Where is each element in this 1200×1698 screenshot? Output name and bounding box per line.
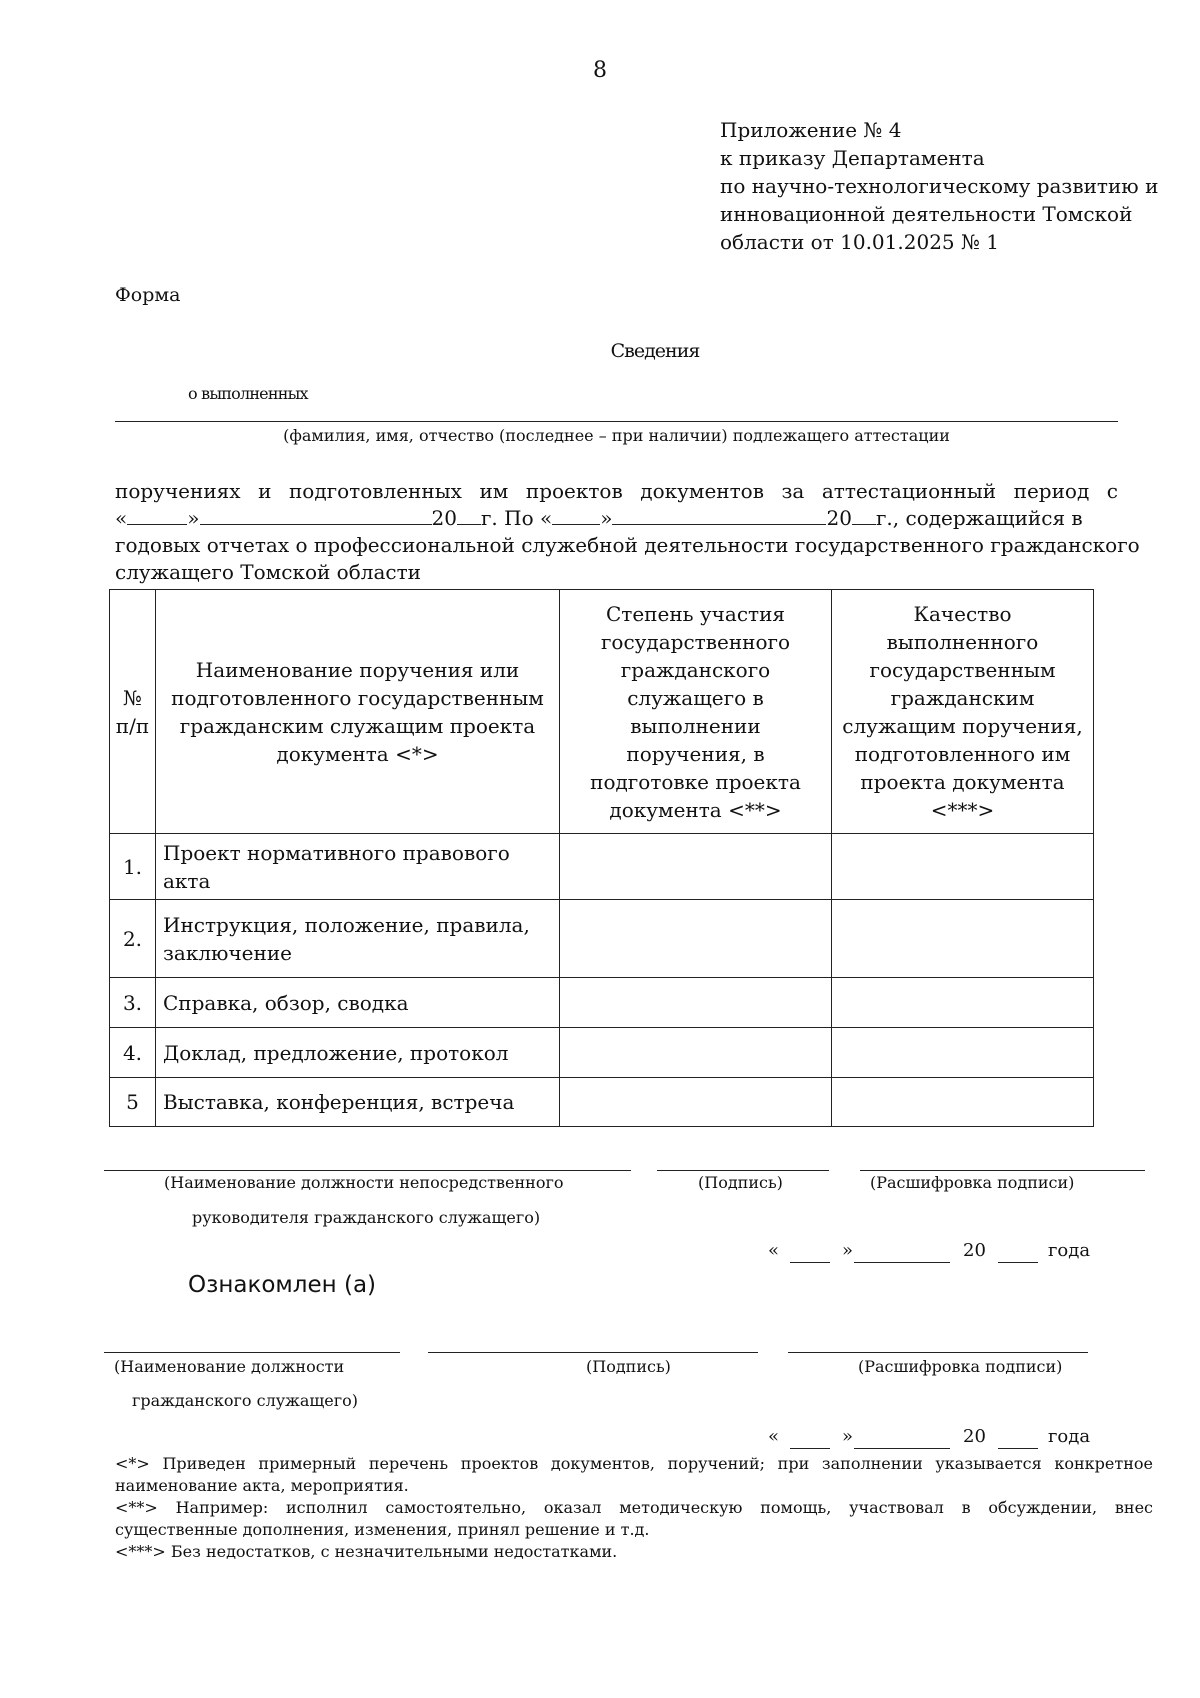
period-end-day-field[interactable] [552, 505, 600, 525]
row-number: 1. [110, 834, 156, 900]
row-name: Проект нормативного правового акта [156, 834, 560, 900]
supervisor-signature-caption: (Подпись) [698, 1173, 783, 1192]
table-row [110, 1028, 1094, 1078]
name-caption: (фамилия, имя, отчество (последнее – при наличии) подлежащего аттестации [283, 426, 950, 445]
row-degree-cell[interactable] [560, 1078, 832, 1127]
employee-signature-line[interactable] [428, 1352, 758, 1353]
table-row [110, 978, 1094, 1028]
date-close-quote: » [842, 1240, 854, 1261]
row-number: 3. [110, 978, 156, 1028]
header-name: Наименование поручения или подготовленного государственным гражданским служащим проекта документа <*> [156, 590, 560, 834]
date-open-quote: « [768, 1240, 780, 1261]
row-degree-cell[interactable] [560, 1028, 832, 1078]
appendix-line: по научно-технологическому развитию и [720, 174, 1159, 198]
date-year-prefix: 20 [963, 1240, 986, 1261]
row-quality-cell[interactable] [832, 1078, 1094, 1127]
footnote-3: <***> Без недостатков, с незначительными недостатками. [115, 1542, 618, 1561]
period-end-month-field[interactable] [612, 505, 826, 525]
header-number: № п/п [110, 590, 156, 834]
employee-decoding-caption: (Расшифровка подписи) [858, 1357, 1063, 1376]
footnote-2-line-2: существенные дополнения, изменения, принял решение и т.д. [115, 1520, 650, 1539]
row-quality-cell[interactable] [832, 834, 1094, 900]
employee-position-caption: (Наименование должности [114, 1357, 345, 1376]
table-header-row [110, 590, 1094, 834]
supervisor-decoding-caption: (Расшифровка подписи) [870, 1173, 1075, 1192]
employee-position-caption-2: гражданского служащего) [132, 1391, 359, 1410]
period-end-year-field[interactable] [852, 505, 876, 525]
period-mid-text: г. По « [480, 506, 553, 530]
supervisor-position-caption: (Наименование должности непосредственного [164, 1173, 564, 1192]
paragraph-line-2 [115, 505, 1118, 532]
appendix-line: инновационной деятельности Томской [720, 202, 1133, 226]
period-end-text: г., содержащийся в [875, 506, 1083, 530]
row-degree-cell[interactable] [560, 834, 832, 900]
footnote-1-line-2: наименование акта, мероприятия. [115, 1476, 409, 1495]
footnotes [115, 1453, 1153, 1563]
employee-position-line[interactable] [104, 1352, 400, 1353]
appendix-line: Приложение № 4 [720, 118, 902, 142]
date-suffix: года [1048, 1426, 1091, 1447]
table-row [110, 834, 1094, 900]
date-suffix: года [1048, 1240, 1091, 1261]
row-number: 2. [110, 900, 156, 978]
row-name: Инструкция, положение, правила, заключение [156, 900, 560, 978]
paragraph-line-3: годовых отчетах о профессиональной служебной деятельности государственного гражданского [115, 533, 1140, 557]
row-name: Доклад, предложение, протокол [156, 1028, 560, 1078]
row-degree-cell[interactable] [560, 978, 832, 1028]
period-start-year-field[interactable] [457, 505, 481, 525]
supervisor-decoding-line[interactable] [860, 1170, 1145, 1171]
supervisor-position-line[interactable] [104, 1170, 631, 1171]
row-quality-cell[interactable] [832, 900, 1094, 978]
period-start-month-field[interactable] [200, 505, 432, 525]
employee-decoding-line[interactable] [788, 1352, 1088, 1353]
row-name: Справка, обзор, сводка [156, 978, 560, 1028]
footnote-1-line-1: <*> Приведен примерный перечень проектов документов, поручений; при заполнении указывается конкретное [115, 1454, 1153, 1473]
table-row [110, 900, 1094, 978]
year-prefix: 20 [431, 506, 457, 530]
period-start-day-field[interactable] [127, 505, 187, 525]
row-quality-cell[interactable] [832, 978, 1094, 1028]
assignments-table [109, 589, 1094, 1127]
close-quote: » [187, 506, 200, 530]
name-fill-line[interactable] [115, 421, 1118, 422]
header-quality: Качество выполненного государственным гражданским служащим поручения, подготовленного им проекта документа <***> [832, 590, 1094, 834]
about-label: о выполненных [188, 384, 308, 403]
table-row [110, 1078, 1094, 1127]
open-quote: « [115, 506, 128, 530]
acquainted-label: Ознакомлен (а) [188, 1272, 377, 1298]
appendix-line: к приказу Департамента [720, 146, 985, 170]
employee-date-row [0, 1426, 1200, 1452]
date-day-field[interactable] [790, 1240, 830, 1263]
appendix-line: области от 10.01.2025 № 1 [720, 230, 1000, 254]
paragraph-line-1: поручениях и подготовленных им проектов документов за аттестационный период с [115, 479, 1118, 503]
year-prefix: 20 [826, 506, 852, 530]
supervisor-position-caption-2: руководителя гражданского служащего) [192, 1208, 541, 1227]
date-month-field[interactable] [854, 1240, 950, 1263]
supervisor-signature-line[interactable] [657, 1170, 829, 1171]
employee-signature-caption: (Подпись) [586, 1357, 671, 1376]
close-quote: » [600, 506, 613, 530]
supervisor-date-row [0, 1240, 1200, 1266]
row-quality-cell[interactable] [832, 1028, 1094, 1078]
date-day-field[interactable] [790, 1426, 830, 1449]
date-year-prefix: 20 [963, 1426, 986, 1447]
paragraph-line-4: служащего Томской области [115, 560, 421, 584]
form-label: Форма [115, 284, 181, 306]
row-name: Выставка, конференция, встреча [156, 1078, 560, 1127]
page-number: 8 [593, 58, 607, 83]
date-year-field[interactable] [998, 1426, 1038, 1449]
date-close-quote: » [842, 1426, 854, 1447]
footnote-2-line-1: <**> Например: исполнил самостоятельно, оказал методическую помощь, участвовал в обсуждении, внес [115, 1498, 1153, 1517]
date-year-field[interactable] [998, 1240, 1038, 1263]
row-number: 4. [110, 1028, 156, 1078]
date-open-quote: « [768, 1426, 780, 1447]
appendix-header [720, 116, 1158, 256]
row-number: 5 [110, 1078, 156, 1127]
date-month-field[interactable] [854, 1426, 950, 1449]
document-title: Сведения [610, 340, 700, 362]
row-degree-cell[interactable] [560, 900, 832, 978]
header-degree: Степень участия государственного гражданского служащего в выполнении поручения, в подготовке проекта документа <**> [560, 590, 832, 834]
period-paragraph [115, 478, 1140, 586]
